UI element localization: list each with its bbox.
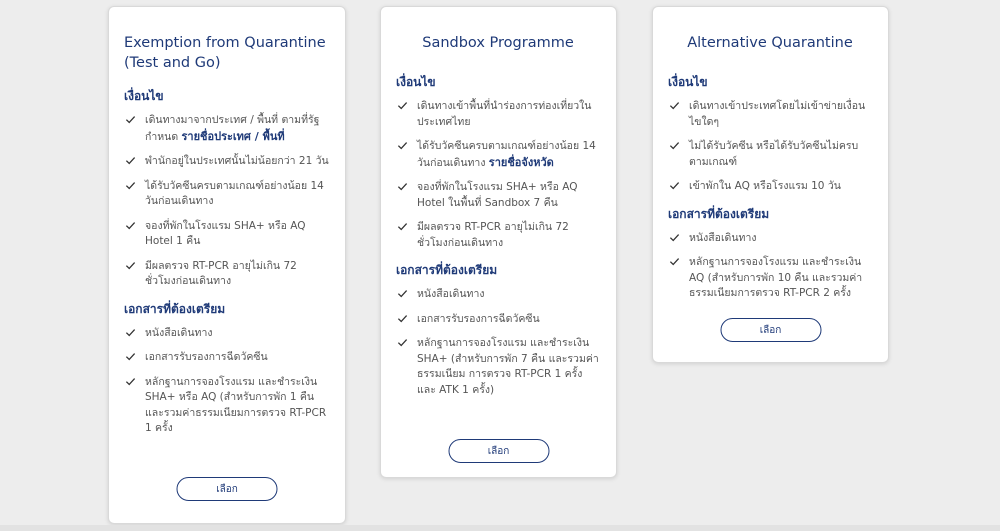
list-item	[668, 179, 872, 195]
condition-text: ได้รับวัคซีนครบตามเกณฑ์อย่างน้อย 14 วันก่อนเดินทาง	[417, 140, 596, 169]
document-text: หนังสือเดินทาง	[417, 288, 485, 300]
document-text: หลักฐานการจองโรงแรม และชำระเงิน SHA+ หรือ AQ (สำหรับการพัก 1 คืน และรวมค่าธรรมเนียมการตรวจ RT-PCR 1 ครั้ง	[145, 375, 327, 434]
documents-heading: เอกสารที่ต้องเตรียม	[668, 206, 770, 221]
document-text: หลักฐานการจองโรงแรม และชำระเงิน SHA+ (สำหรับการพัก 7 คืน และรวมค่าธรรมเนียม การตรวจ RT-PCR 1 ครั้ง และ ATK 1 ครั้ง)	[417, 337, 599, 396]
check-icon	[669, 140, 680, 151]
list-item	[668, 99, 872, 130]
list-item	[668, 255, 872, 302]
select-button[interactable]: เลือก	[177, 477, 278, 501]
select-button[interactable]: เลือก	[448, 439, 549, 463]
conditions-list	[124, 113, 329, 290]
check-icon	[125, 260, 136, 271]
list-item	[124, 179, 329, 210]
select-button[interactable]: เลือก	[720, 318, 821, 342]
check-icon	[669, 232, 680, 243]
list-item	[124, 350, 329, 366]
country-list-link[interactable]: รายชื่อประเทศ / พื้นที่	[181, 129, 285, 143]
check-icon	[669, 256, 680, 267]
check-icon	[397, 181, 408, 192]
list-item	[124, 113, 329, 145]
check-icon	[397, 221, 408, 232]
conditions-heading: เงื่อนไข	[124, 89, 164, 103]
condition-text: เข้าพักใน AQ หรือโรงแรม 10 วัน	[689, 180, 841, 192]
check-icon	[125, 351, 136, 362]
condition-text: เดินทางเข้าพื้นที่นำร่องการท่องเที่ยวในประเทศไทย	[417, 100, 592, 128]
condition-text: จองที่พักในโรงแรม SHA+ หรือ AQ Hotel 1 คืน	[145, 219, 306, 247]
conditions-list	[668, 99, 872, 195]
list-item	[396, 220, 600, 251]
list-item	[396, 139, 600, 171]
condition-text: เดินทางมาจากประเทศ / พื้นที่ ตามที่รัฐกำหนด	[145, 114, 320, 143]
check-icon	[125, 180, 136, 191]
list-item	[396, 336, 600, 398]
list-item	[124, 219, 329, 250]
condition-text: ไม่ได้รับวัคซีน หรือได้รับวัคซีนไม่ครบตามเกณฑ์	[689, 140, 859, 168]
condition-text: มีผลตรวจ RT-PCR อายุไม่เกิน 72 ชั่วโมงก่อนเดินทาง	[417, 221, 569, 249]
check-icon	[125, 327, 136, 338]
documents-list	[668, 231, 872, 302]
document-text: เอกสารรับรองการฉีดวัคซีน	[417, 312, 540, 325]
condition-text: พำนักอยู่ในประเทศนั้นไม่น้อยกว่า 21 วัน	[145, 155, 329, 167]
list-item	[124, 375, 329, 437]
conditions-heading: เงื่อนไข	[396, 75, 436, 89]
condition-text: จองที่พักในโรงแรม SHA+ หรือ AQ Hotel ในพื้นที่ Sandbox 7 คืน	[417, 181, 578, 209]
documents-list	[396, 287, 600, 398]
card-title: Alternative Quarantine	[687, 35, 853, 51]
card-title: Exemption from Quarantine (Test and Go)	[124, 35, 326, 71]
check-icon	[397, 288, 408, 299]
document-text: เอกสารรับรองการฉีดวัคซีน	[145, 351, 268, 363]
card-test-and-go	[108, 6, 346, 524]
condition-text: ได้รับวัคซีนครบตามเกณฑ์อย่างน้อย 14 วันก่อนเดินทาง	[145, 179, 324, 207]
list-item	[124, 259, 329, 290]
documents-heading: เอกสารที่ต้องเตรียม	[396, 263, 498, 277]
check-icon	[125, 155, 136, 166]
list-item	[396, 312, 600, 328]
document-text: หลักฐานการจองโรงแรม และชำระเงิน AQ (สำหรับการพัก 10 คืน และรวมค่าธรรมเนียมการตรวจ RT-PCR 2 ครั้ง	[689, 256, 863, 299]
document-text: หนังสือเดินทาง	[145, 326, 213, 339]
documents-heading: เอกสารที่ต้องเตรียม	[124, 301, 226, 316]
province-list-link[interactable]: รายชื่อจังหวัด	[488, 155, 554, 169]
list-item	[396, 99, 600, 130]
check-icon	[669, 100, 680, 111]
card-sandbox	[380, 6, 617, 478]
check-icon	[397, 313, 408, 324]
list-item	[668, 139, 872, 170]
conditions-list	[396, 99, 600, 251]
list-item	[668, 231, 872, 247]
check-icon	[125, 376, 136, 387]
list-item	[396, 287, 600, 303]
list-item	[124, 154, 329, 170]
check-icon	[397, 337, 408, 348]
condition-text: มีผลตรวจ RT-PCR อายุไม่เกิน 72 ชั่วโมงก่อนเดินทาง	[145, 259, 297, 287]
check-icon	[669, 180, 680, 191]
page-bottom-edge	[0, 525, 1000, 531]
documents-list	[124, 326, 329, 437]
check-icon	[125, 114, 136, 125]
condition-text: เดินทางเข้าประเทศโดยไม่เข้าข่ายเงื่อนไขใดๆ	[689, 100, 866, 128]
card-alternative-quarantine	[652, 6, 889, 363]
check-icon	[125, 220, 136, 231]
check-icon	[397, 100, 408, 111]
conditions-heading: เงื่อนไข	[668, 75, 708, 89]
card-title: Sandbox Programme	[422, 35, 574, 51]
check-icon	[397, 140, 408, 151]
list-item	[124, 326, 329, 342]
document-text: หนังสือเดินทาง	[689, 231, 757, 244]
list-item	[396, 180, 600, 211]
